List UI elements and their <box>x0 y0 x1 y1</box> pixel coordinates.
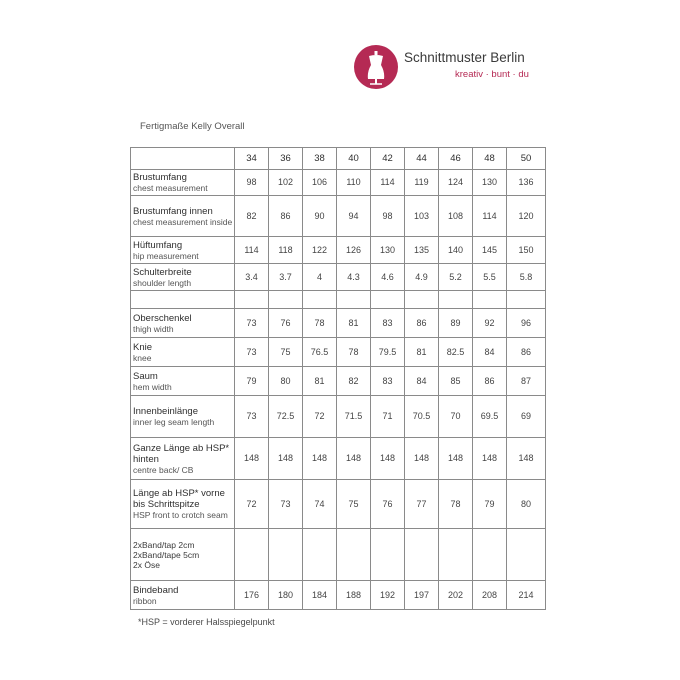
table-row <box>131 396 546 438</box>
row-label-line: 2xBand/tap 2cm <box>133 539 195 550</box>
value-cell: 119 <box>405 170 439 196</box>
empty-cell <box>337 529 371 581</box>
value-cell: 3.7 <box>269 264 303 291</box>
empty-cell <box>131 291 235 309</box>
value-cell: 83 <box>371 309 405 338</box>
value-cell: 79 <box>473 480 507 529</box>
value-cell: 5.5 <box>473 264 507 291</box>
table-row <box>131 309 546 338</box>
brand-logo <box>354 45 398 89</box>
row-label-line: 2xBand/tape 5cm <box>133 549 200 560</box>
row-label-de: Schulterbreite <box>133 266 192 278</box>
value-cell: 87 <box>507 367 546 396</box>
value-cell: 89 <box>439 309 473 338</box>
empty-cell <box>269 529 303 581</box>
value-cell: 86 <box>507 338 546 367</box>
value-cell: 130 <box>371 237 405 264</box>
value-cell: 80 <box>269 367 303 396</box>
value-cell: 148 <box>473 438 507 480</box>
value-cell: 118 <box>269 237 303 264</box>
size-header-cell: 36 <box>269 148 303 170</box>
value-cell: 110 <box>337 170 371 196</box>
value-cell: 214 <box>507 581 546 610</box>
size-header-cell: 44 <box>405 148 439 170</box>
header-corner-cell <box>131 148 235 170</box>
value-cell: 140 <box>439 237 473 264</box>
row-label-en: centre back/ CB <box>133 464 194 475</box>
row-label-cell <box>131 438 235 480</box>
table-row <box>131 170 546 196</box>
empty-cell <box>371 529 405 581</box>
row-label-de: Ganze Länge ab HSP* hinten <box>133 442 230 465</box>
row-label-de: Bindeband <box>133 584 179 596</box>
value-cell: 114 <box>235 237 269 264</box>
row-label-line: 2x Öse <box>133 559 160 570</box>
value-cell: 4.9 <box>405 264 439 291</box>
size-header-cell: 46 <box>439 148 473 170</box>
row-label-cell <box>131 338 235 367</box>
value-cell: 80 <box>507 480 546 529</box>
row-label-cell <box>131 309 235 338</box>
empty-cell <box>337 291 371 309</box>
row-label-de: Brustumfang innen <box>133 205 213 217</box>
value-cell: 73 <box>235 396 269 438</box>
value-cell: 106 <box>303 170 337 196</box>
value-cell: 5.2 <box>439 264 473 291</box>
value-cell: 202 <box>439 581 473 610</box>
value-cell: 94 <box>337 196 371 237</box>
brand-tagline: kreativ · bunt · du <box>455 69 529 80</box>
value-cell: 76 <box>371 480 405 529</box>
row-label-en: shoulder length <box>133 277 192 288</box>
document-title: Fertigmaße Kelly Overall <box>140 121 245 132</box>
value-cell: 4.6 <box>371 264 405 291</box>
value-cell: 81 <box>405 338 439 367</box>
empty-cell <box>473 529 507 581</box>
value-cell: 130 <box>473 170 507 196</box>
value-cell: 103 <box>405 196 439 237</box>
table-row <box>131 480 546 529</box>
value-cell: 71 <box>371 396 405 438</box>
value-cell: 148 <box>405 438 439 480</box>
size-header-cell: 34 <box>235 148 269 170</box>
value-cell: 150 <box>507 237 546 264</box>
value-cell: 86 <box>473 367 507 396</box>
empty-cell <box>235 291 269 309</box>
value-cell: 148 <box>269 438 303 480</box>
value-cell: 126 <box>337 237 371 264</box>
value-cell: 72 <box>303 396 337 438</box>
value-cell: 75 <box>337 480 371 529</box>
row-label-cell <box>131 529 235 581</box>
dress-form-icon <box>354 45 398 89</box>
value-cell: 86 <box>269 196 303 237</box>
spacer-row <box>131 291 546 309</box>
empty-cell <box>371 291 405 309</box>
value-cell: 192 <box>371 581 405 610</box>
row-label-de: Innenbeinlänge <box>133 406 198 417</box>
empty-cell <box>405 529 439 581</box>
empty-cell <box>269 291 303 309</box>
value-cell: 76.5 <box>303 338 337 367</box>
value-cell: 86 <box>405 309 439 338</box>
value-cell: 188 <box>337 581 371 610</box>
size-header-cell: 42 <box>371 148 405 170</box>
measurement-table <box>130 147 546 610</box>
size-header-cell: 40 <box>337 148 371 170</box>
value-cell: 136 <box>507 170 546 196</box>
value-cell: 184 <box>303 581 337 610</box>
row-label-cell <box>131 581 235 610</box>
value-cell: 82 <box>337 367 371 396</box>
value-cell: 148 <box>439 438 473 480</box>
row-label-cell <box>131 480 235 529</box>
value-cell: 124 <box>439 170 473 196</box>
row-label-de: Hüftumfang <box>133 239 183 251</box>
value-cell: 135 <box>405 237 439 264</box>
value-cell: 3.4 <box>235 264 269 291</box>
value-cell: 176 <box>235 581 269 610</box>
value-cell: 85 <box>439 367 473 396</box>
value-cell: 78 <box>303 309 337 338</box>
empty-cell <box>473 291 507 309</box>
value-cell: 70 <box>439 396 473 438</box>
value-cell: 77 <box>405 480 439 529</box>
empty-cell <box>235 529 269 581</box>
row-label-cell <box>131 237 235 264</box>
value-cell: 69 <box>507 396 546 438</box>
size-header-cell: 50 <box>507 148 546 170</box>
value-cell: 84 <box>473 338 507 367</box>
value-cell: 114 <box>473 196 507 237</box>
value-cell: 76 <box>269 309 303 338</box>
value-cell: 148 <box>337 438 371 480</box>
row-label-en: HSP front to crotch seam <box>133 510 228 520</box>
row-label-cell <box>131 196 235 237</box>
value-cell: 73 <box>269 480 303 529</box>
value-cell: 71.5 <box>337 396 371 438</box>
table-row <box>131 237 546 264</box>
row-label-de: Länge ab HSP* vorne bis Schrittspitze <box>133 488 225 510</box>
value-cell: 81 <box>303 367 337 396</box>
row-label-de: Oberschenkel <box>133 312 192 324</box>
value-cell: 208 <box>473 581 507 610</box>
empty-cell <box>507 291 546 309</box>
value-cell: 82 <box>235 196 269 237</box>
size-header-cell: 38 <box>303 148 337 170</box>
value-cell: 5.8 <box>507 264 546 291</box>
value-cell: 145 <box>473 237 507 264</box>
value-cell: 180 <box>269 581 303 610</box>
table-row <box>131 529 546 581</box>
row-label-de: Brustumfang <box>133 172 187 183</box>
value-cell: 79 <box>235 367 269 396</box>
value-cell: 4 <box>303 264 337 291</box>
value-cell: 102 <box>269 170 303 196</box>
value-cell: 114 <box>371 170 405 196</box>
value-cell: 148 <box>303 438 337 480</box>
value-cell: 78 <box>337 338 371 367</box>
value-cell: 98 <box>371 196 405 237</box>
table-row <box>131 367 546 396</box>
row-label-en: knee <box>133 352 152 363</box>
value-cell: 120 <box>507 196 546 237</box>
row-label-en: thigh width <box>133 323 174 334</box>
empty-cell <box>507 529 546 581</box>
value-cell: 92 <box>473 309 507 338</box>
row-label-cell <box>131 367 235 396</box>
size-header-cell: 48 <box>473 148 507 170</box>
value-cell: 96 <box>507 309 546 338</box>
value-cell: 73 <box>235 338 269 367</box>
value-cell: 81 <box>337 309 371 338</box>
row-label-de: Knie <box>133 341 153 353</box>
row-label-en: chest measurement inside <box>133 216 233 227</box>
table-row <box>131 438 546 480</box>
value-cell: 72 <box>235 480 269 529</box>
table-header-row <box>131 148 546 170</box>
value-cell: 79.5 <box>371 338 405 367</box>
value-cell: 122 <box>303 237 337 264</box>
row-label-en: inner leg seam length <box>133 417 215 427</box>
row-label-cell <box>131 170 235 196</box>
value-cell: 72.5 <box>269 396 303 438</box>
row-label-en: ribbon <box>133 595 157 606</box>
table-row <box>131 581 546 610</box>
brand-name: Schnittmuster Berlin <box>404 50 525 65</box>
value-cell: 70.5 <box>405 396 439 438</box>
value-cell: 84 <box>405 367 439 396</box>
value-cell: 148 <box>371 438 405 480</box>
value-cell: 83 <box>371 367 405 396</box>
empty-cell <box>303 291 337 309</box>
row-label-cell <box>131 396 235 438</box>
value-cell: 98 <box>235 170 269 196</box>
value-cell: 4.3 <box>337 264 371 291</box>
row-label-de: Saum <box>133 370 158 382</box>
value-cell: 148 <box>507 438 546 480</box>
table-row <box>131 264 546 291</box>
footnote: *HSP = vorderer Halsspiegelpunkt <box>138 617 275 627</box>
empty-cell <box>303 529 337 581</box>
value-cell: 73 <box>235 309 269 338</box>
value-cell: 75 <box>269 338 303 367</box>
empty-cell <box>439 529 473 581</box>
empty-cell <box>439 291 473 309</box>
value-cell: 148 <box>235 438 269 480</box>
row-label-en: chest measurement <box>133 183 208 193</box>
empty-cell <box>405 291 439 309</box>
table-row <box>131 338 546 367</box>
row-label-cell <box>131 264 235 291</box>
value-cell: 74 <box>303 480 337 529</box>
value-cell: 69.5 <box>473 396 507 438</box>
row-label-en: hem width <box>133 381 172 392</box>
value-cell: 197 <box>405 581 439 610</box>
value-cell: 82.5 <box>439 338 473 367</box>
table-row <box>131 196 546 237</box>
value-cell: 78 <box>439 480 473 529</box>
value-cell: 90 <box>303 196 337 237</box>
row-label-en: hip measurement <box>133 250 199 261</box>
value-cell: 108 <box>439 196 473 237</box>
